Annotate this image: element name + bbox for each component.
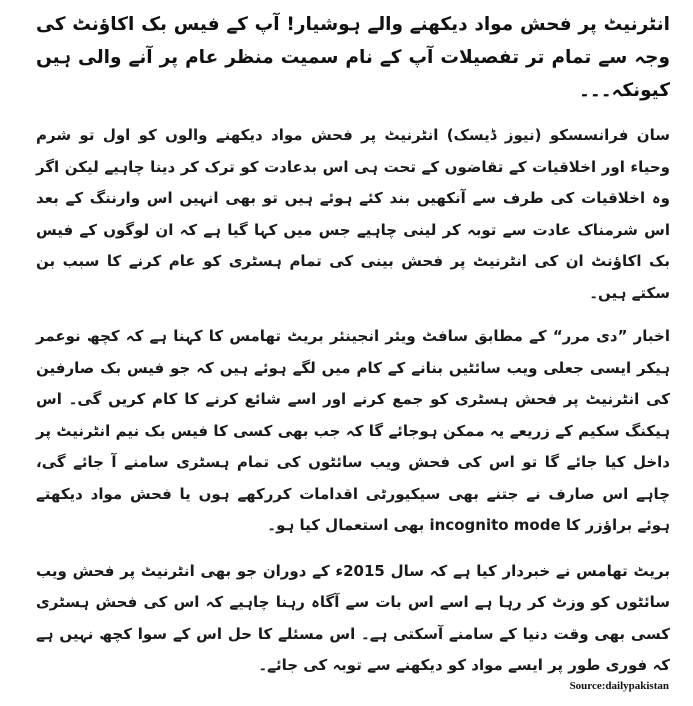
article-paragraph-2: اخبار ”دی مرر“ کے مطابق سافٹ ویئر انجینئر بریٹ تھامس کا کہنا ہے کہ کچھ نوعمر ہیکر ایسی جعلی ویب سائٹیں بنانے کے کام میں لگے ہوئے ہیں کہ جو فیس بک صارفین کی انٹرنیٹ پر فحش ہسٹری کو جمع کرنے اور اسے شائع کرنے کا کام کریں گی۔ اس ہیکنگ سکیم کے زریعے یہ ممکن ہوجائے گا کہ جب بھی کسی کا فیس بک نیم انٹرنیٹ پر داخل کیا جائے گا تو اس کی فحش ویب سائٹوں کی تمام ہسٹری سامنے آ جائے گی، چاہے اس صارف نے جتنے بھی سیکیورٹی اقدامات کررکھے ہوں یا فحش مواد دیکھتے ہوئے براﺅزر کا incognito mode بھی استعمال کیا ہو۔ [36,327,670,534]
article-paragraph-1: سان فرانسسکو (نیوز ڈیسک) انٹرنیٹ پر فحش مواد دیکھنے والوں کو اول تو شرم وحیاء اور اخلاقیات کے تقاضوں کے تحت ہی اس بدعادت کو ترک کر دینا چاہیے لیکن اگر وہ اخلاقیات کی طرف سے آنکھیں بند کئے ہوئے ہیں تو بھی انہیں اس وارننگ کے بعد اس شرمناک عادت سے توبہ کر لینی چاہیے جس میں کہا گیا ہے کہ ان لوگوں کے فیس بک اکاﺅنٹ ان کی انٹرنیٹ پر فحش بینی کی تمام ہسٹری کو عام کرنے کا سبب بن سکتے ہیں۔ [36,126,670,302]
article-paragraph-3: بریٹ تھامس نے خبردار کیا ہے کہ سال 2015ء کے دوران جو بھی انٹرنیٹ پر فحش ویب سائٹوں کو وزٹ کر رہا ہے اسے اس بات سے آگاہ رہنا چاہیے کہ اس کی فحش ہسٹری کسی بھی وقت دنیا کے سامنے آسکتی ہے۔ اس مسئلے کا حل اس کے سوا کچھ نہیں ہے کہ فوری طور پر ایسے مواد کو دیکھنے سے توبہ کی جائے۔ [36,561,670,674]
article-headline: انٹرنیٹ پر فحش مواد دیکھنے والے ہوشیار! آپ کے فیس بک اکاﺅنٹ کی وجہ سے تمام تر تفصیلات آپ کے نام سمیت منظر عام پر آنے والی ہیں کیونکہ۔۔۔ [36,14,670,101]
source-credit: Source:dailypakistan [569,680,669,692]
article-body [36,0,670,682]
